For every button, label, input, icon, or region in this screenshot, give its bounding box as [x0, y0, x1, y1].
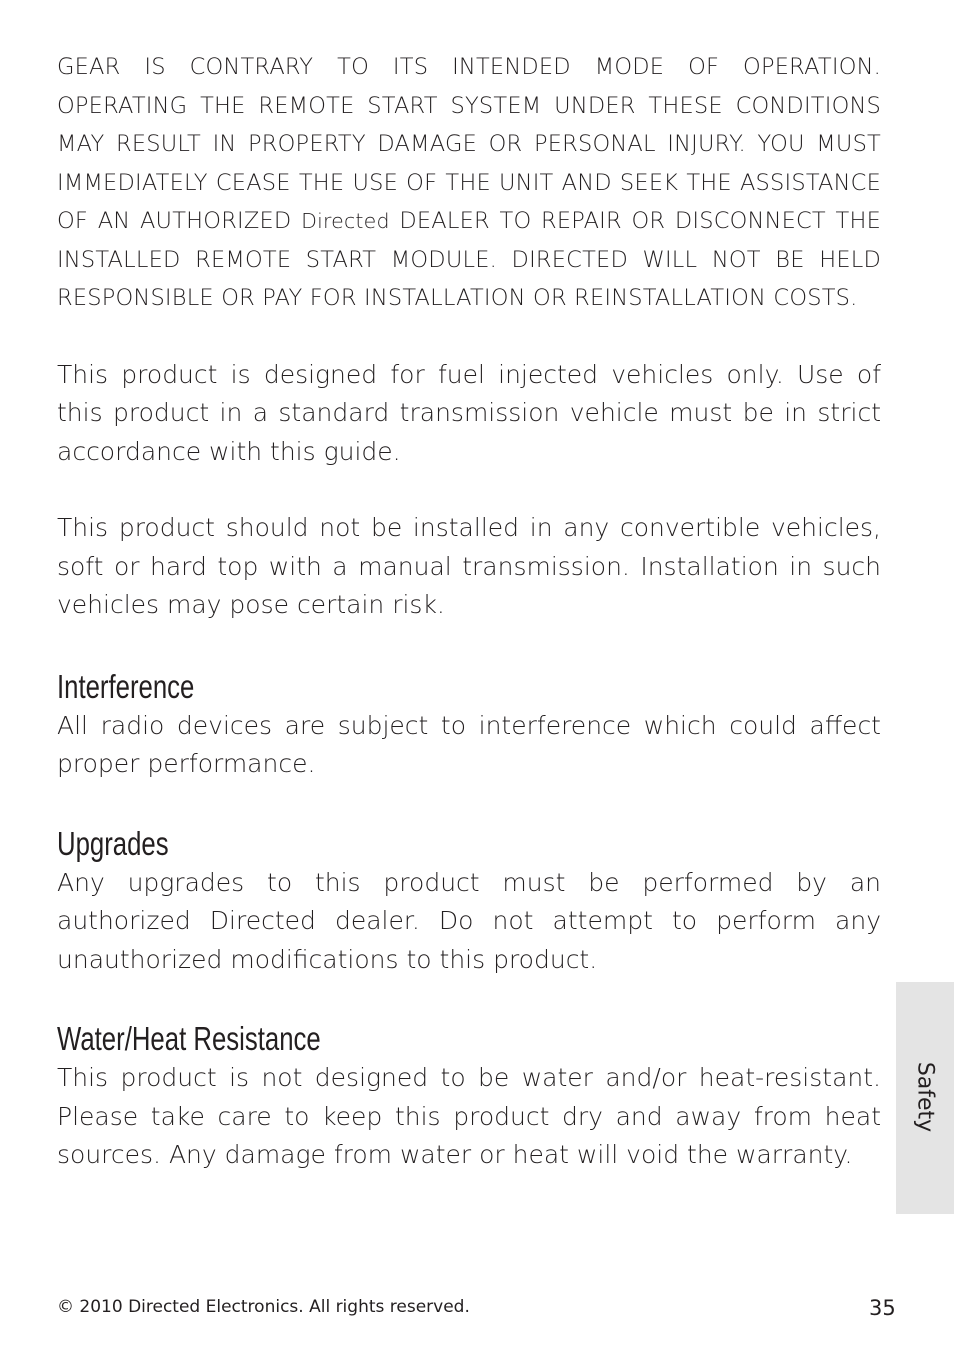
fuel-injected-paragraph: This product is designed for fuel injected vehicles only. Use of this product in a standard transmission vehicle must be in strict accordance with this guide.	[57, 359, 881, 466]
page-number: 35	[869, 1296, 896, 1320]
section-heading: Interference	[57, 667, 195, 705]
section-heading: Upgrades	[57, 824, 169, 862]
section-body: Any upgrades to this product must be performed by an authorized Directed dealer. Do not attempt to perform any unauthorized modifications to this product.	[57, 867, 881, 974]
section-body: This product is not designed to be water and/or heat-resistant. Please take care to keep this product dry and away from heat sources. Any damage from water or heat will void the warranty.	[57, 1063, 881, 1169]
section-interference	[57, 667, 881, 784]
side-tab	[896, 982, 954, 1214]
warning-brand: Directed	[301, 209, 390, 233]
section-upgrades	[57, 824, 881, 980]
section-heading: Water/Heat Resistance	[57, 1020, 321, 1057]
convertible-paragraph: This product should not be installed in any convertible vehicles, soft or hard top with a manual transmission. Installation in such vehicles may pose certain risk.	[57, 513, 881, 619]
section-body: All radio devices are subject to interference which could affect proper performance.	[57, 710, 881, 778]
warning-text-a: GEAR IS CONTRARY TO ITS INTENDED MODE OF OPERATION. OPERATING THE REMOTE START SYSTEM UNDER THESE CONDITIONS MAY RESULT IN PROPERTY DAMAGE OR PERSONAL INJURY. YOU MUST IMMEDIATELY CEASE THE USE OF THE UNIT AND SEEK THE ASSISTANCE OF AN AUTHORIZED	[57, 54, 881, 234]
warning-paragraph	[57, 48, 881, 318]
footer-copyright: © 2010 Directed Electronics. All rights reserved.	[57, 1297, 470, 1317]
side-tab-label: Safety	[912, 1061, 938, 1133]
section-water-heat-resistance	[57, 1019, 881, 1175]
page-content	[57, 48, 881, 1175]
warning-text-b: DEALER TO REPAIR OR DISCONNECT THE INSTALLED REMOTE START MODULE. DIRECTED WILL NOT BE HELD RESPONSIBLE OR PAY FOR INSTALLATION OR REINSTALLATION COSTS.	[57, 208, 881, 311]
